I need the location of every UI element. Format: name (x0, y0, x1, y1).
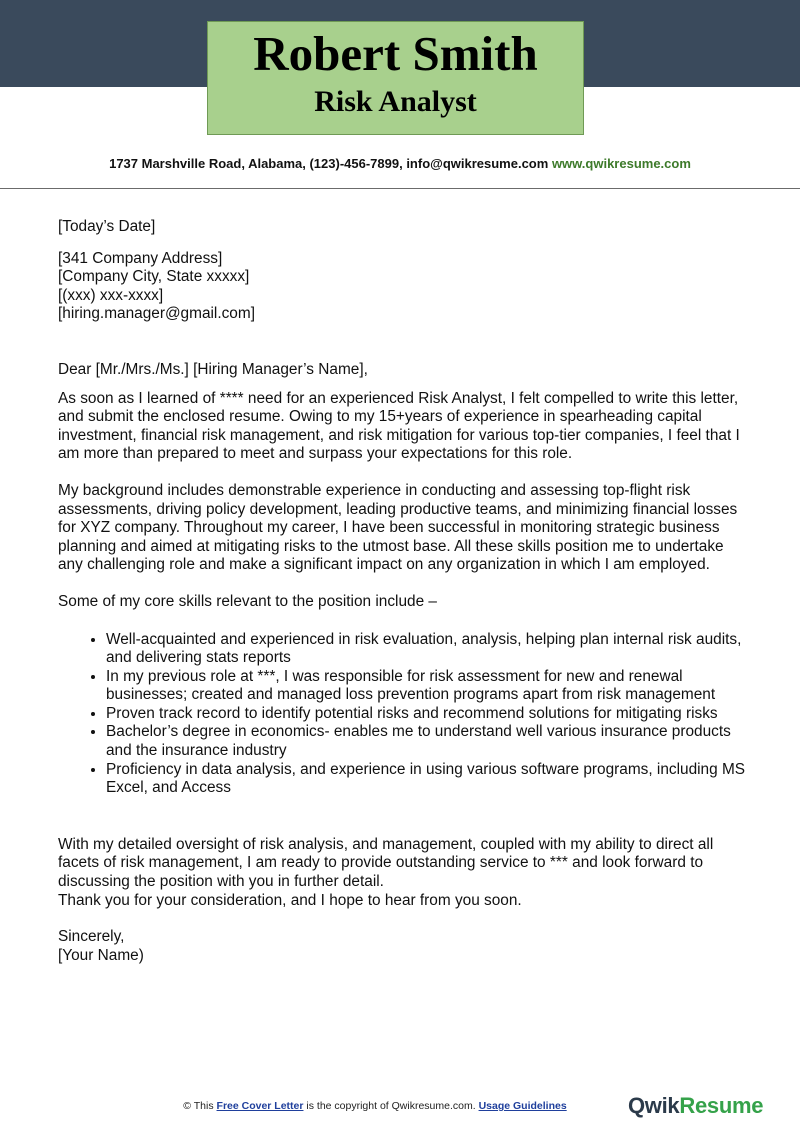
logo-part-qwik: Qwik (628, 1093, 680, 1118)
skill-item: • Proficiency in data analysis, and experience in using various software programs, including MS Excel, and Access (106, 761, 748, 798)
footer-copyright: is the copyright of Qwikresume.com. (306, 1100, 476, 1112)
sign-off: Sincerely, (58, 928, 125, 946)
letter-date: [Today’s Date] (58, 218, 156, 235)
paragraph-intro: As soon as I learned of **** need for an experienced Risk Analyst, I felt compelled to write this letter, and submit the enclosed resume. Owing to my 15+years of experience in spearheading capital investment, financial risk management, and risk mitigation for various top-tier companies, I feel that I am more than prepared to meet and surpass your expectations for this role. (58, 389, 740, 463)
free-cover-letter-link[interactable]: Free Cover Letter (216, 1100, 304, 1112)
divider (0, 188, 800, 189)
greeting: Dear [Mr./Mrs./Ms.] [Hiring Manager’s Name], (58, 360, 368, 378)
skill-item: • In my previous role at ***, I was responsible for risk assessment for new and renewal businesses; created and managed loss prevention programs apart from risk management (106, 668, 748, 705)
website-link[interactable]: www.qwikresume.com (551, 156, 691, 171)
usage-guidelines-link[interactable]: Usage Guidelines (478, 1100, 567, 1112)
footer-prefix: © This (183, 1100, 214, 1112)
closing-paragraph: With my detailed oversight of risk analysis, and management, coupled with my ability to direct all facets of risk management, I am ready to provide outstanding service to *** and look forward to discussing the position with you in further detail. (58, 835, 714, 891)
skill-item: • Well-acquainted and experienced in risk evaluation, analysis, helping plan internal risk audits, and delivering stats reports (106, 631, 748, 668)
signature: [Your Name) (58, 946, 144, 964)
contact-details: 1737 Marshville Road, Alabama, (123)-456-7899, info@qwikresume.com (109, 156, 549, 171)
recipient-line: [hiring.manager@gmail.com] (58, 305, 255, 323)
skill-item: • Bachelor’s degree in economics- enables me to understand well various insurance products and the insurance industry (106, 723, 748, 760)
recipient-address (58, 250, 748, 324)
recipient-line: [(xxx) xxx-xxxx] (58, 286, 164, 304)
job-title: Risk Analyst (314, 85, 477, 118)
skills-list (58, 631, 748, 798)
recipient-line: [Company City, State xxxxx] (58, 268, 250, 286)
paragraph-background: My background includes demonstrable experience in conducting and assessing top-flight risk assessments, driving policy development, leading productive teams, and minimizing financial losses for XYZ company. Throughout my career, I have been successful in monitoring strategic business planning and aimed at mitigating risks to the utmost base. All these skills position me to undertake any challenging role and make a significant impact on any organization in which I am employed. (58, 481, 738, 574)
applicant-name: Robert Smith (253, 26, 538, 81)
skills-intro: Some of my core skills relevant to the position include – (58, 592, 437, 610)
name-box (207, 21, 584, 135)
logo-part-resume: Resume (679, 1093, 764, 1118)
contact-line (0, 156, 800, 171)
thanks-line: Thank you for your consideration, and I hope to hear from you soon. (58, 891, 522, 909)
qwikresume-logo (628, 1093, 763, 1119)
recipient-line: [341 Company Address] (58, 249, 223, 267)
letter-body (58, 218, 748, 965)
skill-item: • Proven track record to identify potential risks and recommend solutions for mitigating risks (106, 705, 748, 724)
